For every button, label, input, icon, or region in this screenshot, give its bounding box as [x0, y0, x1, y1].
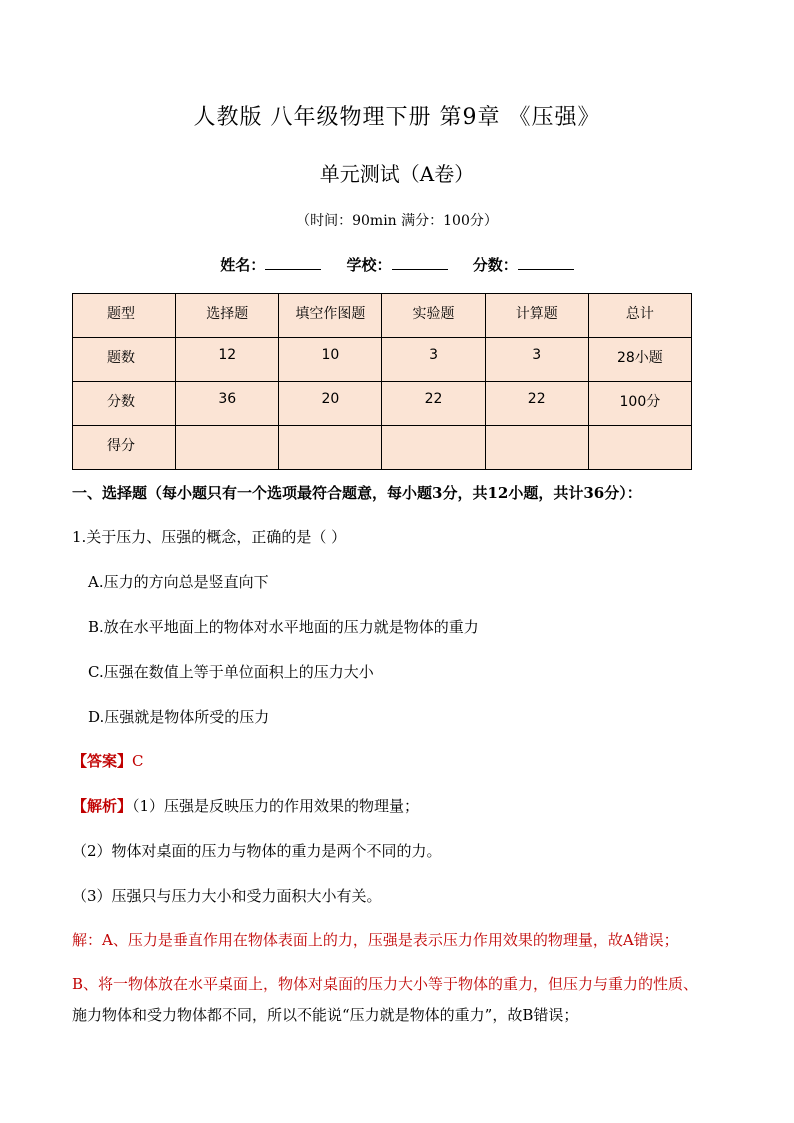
question-stem: 1.关于压力、压强的概念，正确的是（ ）: [72, 528, 347, 546]
score-table: [72, 293, 692, 470]
score-input-cell: [176, 426, 279, 470]
score-input-cell: [279, 426, 382, 470]
table-cell: 计算题: [485, 294, 588, 338]
table-cell: 总计: [588, 294, 691, 338]
table-cell: 填空作图题: [279, 294, 382, 338]
option-c: C.压强在数值上等于单位面积上的压力大小: [88, 663, 374, 681]
table-row: [73, 382, 692, 426]
solution-text: B、将一物体放在水平桌面上，物体对桌面的压力大小等于物体的重力，但压力与重力的性质、: [72, 975, 699, 993]
option-a: A.压力的方向总是竖直向下: [88, 573, 269, 591]
table-cell: 12: [176, 338, 279, 382]
table-cell: 28小题: [588, 338, 691, 382]
table-cell: 实验题: [382, 294, 485, 338]
document-subtitle: 单元测试（A卷）: [319, 162, 475, 186]
table-cell: 题型: [73, 294, 176, 338]
exam-meta: （时间：90min 满分：100分）: [296, 213, 498, 229]
table-cell: 36: [176, 382, 279, 426]
section-heading: 一、选择题（每小题只有一个选项最符合题意，每小题3分，共12小题，共计36分）：: [72, 484, 642, 502]
student-info-fields: [0, 254, 794, 275]
table-row: [73, 426, 692, 470]
table-cell: 22: [382, 382, 485, 426]
table-cell: 得分: [73, 426, 176, 470]
analysis-line: [72, 795, 419, 816]
score-input-cell: [588, 426, 691, 470]
solution-text: 施力物体和受力物体都不同，所以不能说“压力就是物体的重力”，故B错误；: [72, 1006, 579, 1024]
answer-value: C: [132, 752, 144, 770]
answer-tag: 【答案】: [72, 752, 133, 770]
table-cell: 分数: [73, 382, 176, 426]
school-blank: [392, 255, 448, 270]
option-d: D.压强就是物体所受的压力: [88, 708, 270, 726]
analysis-tag: 【解析】: [72, 797, 133, 815]
score-input-cell: [382, 426, 485, 470]
score-label: 分数：: [472, 256, 518, 274]
table-row: [73, 338, 692, 382]
score-input-cell: [485, 426, 588, 470]
table-row: [73, 294, 692, 338]
table-cell: 选择题: [176, 294, 279, 338]
table-cell: 100分: [588, 382, 691, 426]
table-cell: 20: [279, 382, 382, 426]
document-title: 人教版 八年级物理下册 第9章 《压强》: [193, 105, 601, 130]
analysis-text: （2）物体对桌面的压力与物体的重力是两个不同的力。: [72, 842, 442, 860]
table-cell: 22: [485, 382, 588, 426]
analysis-text: （1）压强是反映压力的作用效果的物理量；: [132, 797, 420, 815]
option-b: B.放在水平地面上的物体对水平地面的压力就是物体的重力: [88, 618, 479, 636]
table-cell: 3: [382, 338, 485, 382]
school-label: 学校：: [346, 256, 392, 274]
score-blank: [518, 255, 574, 270]
table-cell: 3: [485, 338, 588, 382]
table-cell: 10: [279, 338, 382, 382]
answer-line: [72, 750, 144, 771]
name-label: 姓名：: [220, 256, 266, 274]
analysis-text: （3）压强只与压力大小和受力面积大小有关。: [72, 887, 382, 905]
solution-text: 解：A、压力是垂直作用在物体表面上的力，压强是表示压力作用效果的物理量，故A错误；: [72, 931, 679, 949]
table-cell: 题数: [73, 338, 176, 382]
name-blank: [265, 255, 321, 270]
